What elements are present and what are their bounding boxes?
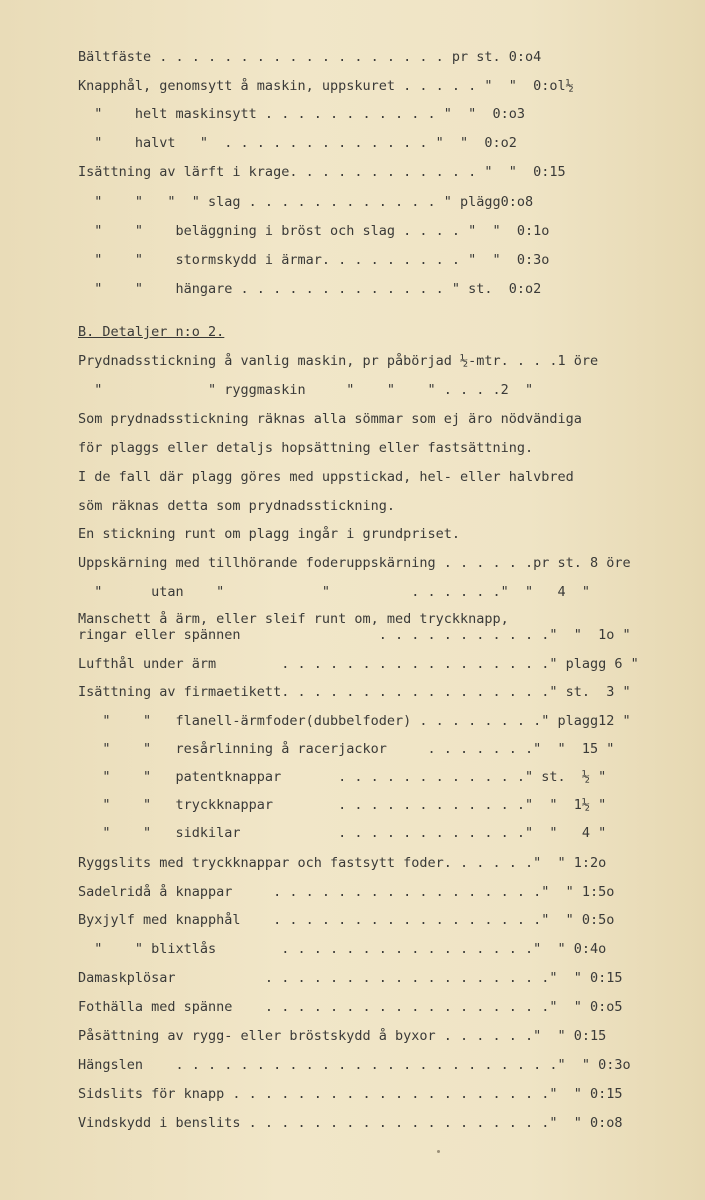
line-tryckknappar: " " tryckknappar . . . . . . . . . . . ." " 1½ "	[78, 797, 607, 813]
line-baltfaste: Bältfäste . . . . . . . . . . . . . . . . . . pr st. 0:o4	[78, 49, 542, 65]
line-flanell: " " flanell-ärmfoder(dubbelfoder) . . . . . . . ." plagg12 "	[78, 713, 631, 729]
line-vindskydd: Vindskydd i benslits . . . . . . . . . . . . . . . . . . ." " 0:o8	[78, 1115, 623, 1131]
line-pasattning: Påsättning av rygg- eller bröstskydd å byxor . . . . . ." " 0:15	[78, 1028, 607, 1044]
line-halvt: " halvt " . . . . . . . . . . . . . " " 0:o2	[78, 135, 517, 151]
line-fothalla: Fothälla med spänne . . . . . . . . . . . . . . . . . ." " 0:o5	[78, 999, 623, 1015]
line-manschett-cont: ringar eller spännen . . . . . . . . . . ." " 1o "	[78, 627, 631, 643]
line-blixtlas: " " blixtlås . . . . . . . . . . . . . . . ." " 0:4o	[78, 941, 607, 957]
line-patentknappar: " " patentknappar . . . . . . . . . . . ." st. ½ "	[78, 769, 607, 785]
line-helt-maskinsytt: " helt maskinsytt . . . . . . . . . . . " " 0:o3	[78, 106, 526, 122]
line-ryggslits: Ryggslits med tryckknappar och fastsytt foder. . . . . ." " 1:2o	[78, 855, 607, 871]
text-paragraph-line: Som prydnadsstickning räknas alla sömmar som ej äro nödvändiga	[78, 411, 582, 427]
line-uppskarning: Uppskärning med tillhörande foderuppskärning . . . . . .pr st. 8 öre	[78, 555, 631, 571]
paper-speck	[437, 1150, 440, 1153]
line-firmaetikett: Isättning av firmaetikett. . . . . . . . . . . . . . . . ." st. 3 "	[78, 684, 631, 700]
line-prydnadsstickning: Prydnadsstickning å vanlig maskin, pr påbörjad ½-mtr. . . .1 öre	[78, 353, 599, 369]
line-belaggning: " " beläggning i bröst och slag . . . . " " 0:1o	[78, 223, 550, 239]
line-sadelrida: Sadelridå å knappar . . . . . . . . . . . . . . . . ." " 1:5o	[78, 884, 615, 900]
line-byxjylf: Byxjylf med knapphål . . . . . . . . . . . . . . . . ." " 0:5o	[78, 912, 615, 928]
text-paragraph-line: I de fall där plagg göres med uppstickad, hel- eller halvbred	[78, 469, 574, 485]
line-slag: " " " " slag . . . . . . . . . . . . " plägg0:o8	[78, 194, 534, 210]
text-paragraph-line: söm räknas detta som prydnadsstickning.	[78, 498, 395, 514]
section-title: B. Detaljer n:o 2.	[78, 324, 225, 340]
line-knapphal: Knapphål, genomsytt å maskin, uppskuret . . . . . " " 0:ol½	[78, 78, 574, 94]
text-paragraph-line: för plaggs eller detaljs hopsättning eller fastsättning.	[78, 440, 534, 456]
line-uppskarning-utan: " utan " " . . . . . ." " 4 "	[78, 584, 591, 600]
line-stormskydd: " " stormskydd i ärmar. . . . . . . . . " " 0:3o	[78, 252, 550, 268]
line-lufthal: Lufthål under ärm . . . . . . . . . . . . . . . . ." plagg 6 "	[78, 656, 639, 672]
line-manschett: Manschett å ärm, eller sleif runt om, med tryckknapp,	[78, 611, 509, 627]
line-damaskplosar: Damaskplösar . . . . . . . . . . . . . . . . . ." " 0:15	[78, 970, 623, 986]
line-isattning-krage: Isättning av lärft i krage. . . . . . . . . . . . " " 0:15	[78, 164, 566, 180]
line-hangslen: Hängslen . . . . . . . . . . . . . . . . . . . . . . . ." " 0:3o	[78, 1057, 631, 1073]
text-paragraph-line: En stickning runt om plagg ingår i grundpriset.	[78, 526, 461, 542]
line-sidkilar: " " sidkilar . . . . . . . . . . . ." " 4 "	[78, 825, 607, 841]
line-sidslits: Sidslits för knapp . . . . . . . . . . . . . . . . . . . ." " 0:15	[78, 1086, 623, 1102]
line-ryggmaskin: " " ryggmaskin " " " . . . .2 "	[78, 382, 534, 398]
line-hangare: " " hängare . . . . . . . . . . . . . " st. 0:o2	[78, 281, 542, 297]
line-resarlinning: " " resårlinning å racerjackor . . . . . . ." " 15 "	[78, 741, 615, 757]
